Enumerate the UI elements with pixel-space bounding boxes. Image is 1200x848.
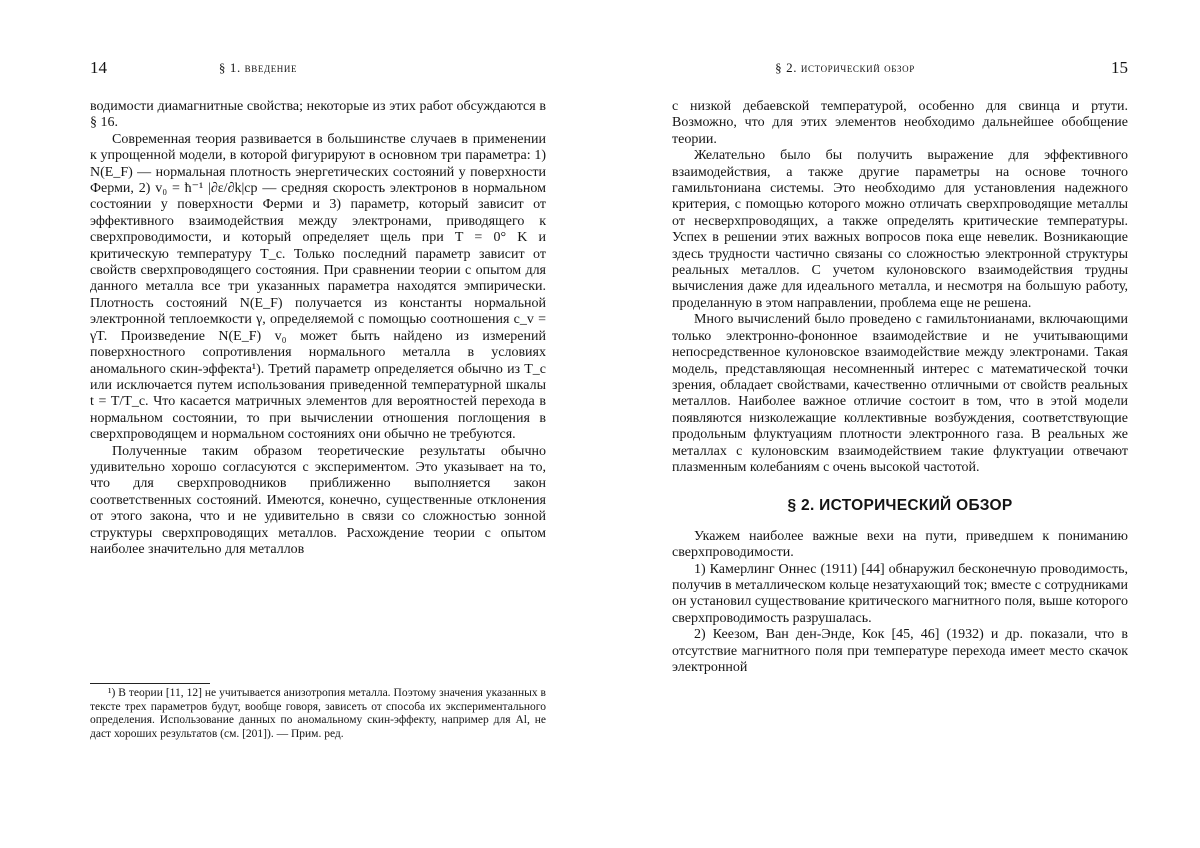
left-running-title: § 1. введение bbox=[218, 60, 298, 75]
left-body-text bbox=[90, 99, 546, 558]
right-paragraph-2: Желательно было бы получить выражение для эффективного взаимодействия, а также другие параметры на основе точного гамильтониана системы. Это необходимо для установления надежного критерия, с помощью которого можно отличать сверхпроводящие металлы от несверхпроводящих, а также определять критические температуры. Успех в решении этих важных вопросов пока еще невелик. Возникающие здесь трудности частично связаны со сложностью электронной структуры реальных металлов. С учетом кулоновского взаимодействия трудны вычисления даже для идеального металла, и несмотря на большую работу, проделанную в этом направлении, проблема еще не решена. bbox=[672, 148, 1128, 311]
section-paragraph-3: 2) Кеезом, Ван ден-Энде, Кок [45, 46] (1932) и др. показали, что в отсутствие магнитного поля при температуре перехода имеет место скачок электронной bbox=[672, 627, 1128, 675]
footnote-divider bbox=[90, 683, 210, 684]
section-heading: § 2. ИСТОРИЧЕСКИЙ ОБЗОР bbox=[787, 497, 1013, 515]
section-paragraph-1: Укажем наиболее важные вехи на пути, приведшем к пониманию сверхпроводимости. bbox=[672, 528, 1128, 561]
section-paragraph-2: 1) Камерлинг Оннес (1911) [44] обнаружил бесконечную проводимость, получив в металлическом кольце незатухающий ток; вместе с сотрудниками он установил существование критического магнитного поля, выше которого сверхпроводимость разрушалась. bbox=[672, 561, 1128, 626]
right-paragraph-3: Много вычислений было проведено с гамильтонианами, включающими только электронно-фононное взаимодействие и не учитывающими непосредственное кулоновское взаимодействие между электронами. Такая модель, представляющая несомненный интерес с математической точки зрения, обладает свойствами, качественно отличными от свойств реальных металлов. Наиболее важное отличие состоит в том, что в этой модели появляются низколежащие коллективные возбуждения, соответствующие продольным флуктуациям плотности электронного газа. В реальных же металлах с кулоновским взаимодействием такие флуктуации отвечают плазменным колебаниям с очень высокой частотой. bbox=[672, 312, 1128, 475]
right-page-number: 15 bbox=[1111, 58, 1128, 77]
left-page-number: 14 bbox=[90, 58, 107, 77]
footnote bbox=[90, 687, 546, 741]
left-running-head bbox=[90, 58, 546, 80]
right-paragraph-1: с низкой дебаевской температурой, особенно для свинца и ртути. Возможно, что для этих элементов необходимо дальнейшее обобщение теории. bbox=[672, 99, 1128, 147]
footnote-text: ¹) В теории [11, 12] не учитывается анизотропия металла. Поэтому значения указанных в тексте трех параметров будут, вообще говоря, зависеть от способа их экспериментального определения. Использование данных по аномальному скин-эффекту, например для Al, не даст хороших результатов (см. [201]). — Прим. ред. bbox=[90, 687, 546, 740]
left-paragraph-1: водимости диамагнитные свойства; некоторые из этих работ обсуждаются в § 16. bbox=[90, 99, 546, 131]
right-running-head bbox=[672, 58, 1128, 80]
right-running-title: § 2. исторический обзор bbox=[775, 60, 915, 75]
left-paragraph-3: Полученные таким образом теоретические результаты обычно удивительно хорошо согласуются с экспериментом. Это указывает на то, что для сверхпроводников приближенно выполняется закон соответственных состояний. Имеются, конечно, существенные отклонения от этого закона, что и не удивительно в связи со сложностью зонной структуры сверхпроводящих металлов. Расхождение теории с опытом наиболее значительно для металлов bbox=[90, 443, 546, 557]
left-paragraph-2: Современная теория развивается в большинстве случаев в применении к упрощенной модели, в которой фигурируют в основном три параметра: 1) N(E_F) — нормальная плотность энергетических состояний у поверхности Ферми, 2) v₀ = ħ⁻¹ |∂ε/∂k|ср — средняя скорость электронов в нормальном состоянии у поверхности Ферми и 3) параметр, который зависит от эффективного взаимодействия между электронами, приводящего к сверхпроводимости, и который определяет щель при T = 0° K и критическую температуру T_c. Только последний параметр зависит от свойств сверхпроводящего состояния. При сравнении теории с опытом для данного металла все три указанных параметра находятся эмпирически. Плотность состояний N(E_F) получается из константы нормальной электронной теплоемкости γ, определяемой с помощью соотношения c_v = γT. Произведение N(E_F) v₀ может быть найдено из измерений поверхностного сопротивления нормального металла в условиях аномального скин-эффекта¹). Третий параметр определяется обычно из T_c или исключается путем использования приведенной температурной шкалы t = T/T_c. Что касается матричных элементов для вероятностей перехода в нормальном состоянии, то при вычислении отношения поглощения в сверхпроводящем и нормальном состояниях они обычно не требуются. bbox=[90, 131, 546, 443]
right-body-text bbox=[672, 99, 1128, 676]
